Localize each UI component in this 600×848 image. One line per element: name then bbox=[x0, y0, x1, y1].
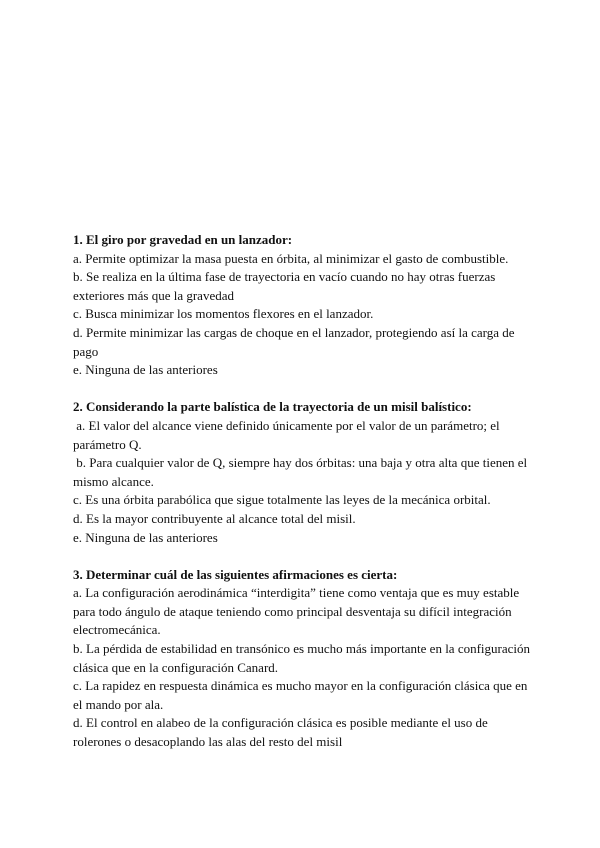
question-1-option-c: c. Busca minimizar los momentos flexores en el lanzador. bbox=[73, 306, 374, 322]
question-3-option-c: c. La rapidez en respuesta dinámica es mucho mayor en la configuración clásica que en el mando por ala. bbox=[73, 678, 531, 712]
question-2-option-a: a. El valor del alcance viene definido únicamente por el valor de un parámetro; el parámetro Q. bbox=[73, 417, 503, 452]
question-1-option-b: b. Se realiza en la última fase de trayectoria en vacío cuando no hay otras fuerzas exteriores más que la gravedad bbox=[73, 269, 499, 303]
question-2-option-b: b. Para cualquier valor de Q, siempre hay dos órbitas: una baja y otra alta que tienen el mismo alcance. bbox=[73, 455, 531, 489]
question-2-option-d: d. Es la mayor contribuyente al alcance total del misil. bbox=[73, 510, 356, 526]
question-2-option-c: c. Es una órbita parabólica que sigue totalmente las leyes de la mecánica orbital. bbox=[73, 492, 491, 508]
question-1-option-d: d. Permite minimizar las cargas de choque en el lanzador, protegiendo así la carga de pago bbox=[73, 324, 518, 359]
exam-page bbox=[73, 231, 533, 770]
question-2-title: 2. Considerando la parte balística de la trayectoria de un misil balístico: bbox=[73, 399, 472, 415]
question-1 bbox=[73, 231, 533, 380]
question-3 bbox=[73, 566, 533, 752]
question-1-option-a: a. Permite optimizar la masa puesta en órbita, al minimizar el gasto de combustible. bbox=[73, 250, 509, 266]
question-2-option-e: e. Ninguna de las anteriores bbox=[73, 529, 218, 545]
question-3-title: 3. Determinar cuál de las siguientes afirmaciones es cierta: bbox=[73, 566, 398, 582]
question-1-title: 1. El giro por gravedad en un lanzador: bbox=[73, 232, 293, 247]
question-2 bbox=[73, 398, 533, 547]
question-3-option-a: a. La configuración aerodinámica “interdigita” tiene como ventaja que es muy estable para todo ángulo de ataque teniendo como principal desventaja su difícil integración electromecánica. bbox=[73, 585, 523, 638]
question-3-option-d: d. El control en alabeo de la configuración clásica es posible mediante el uso de rolerones o desacoplando las alas del resto del misil bbox=[73, 715, 492, 750]
question-1-option-e: e. Ninguna de las anteriores bbox=[73, 362, 218, 378]
question-3-option-b: b. La pérdida de estabilidad en transónico es mucho más importante en la configuración clásica que en la configuración Canard. bbox=[73, 641, 534, 675]
